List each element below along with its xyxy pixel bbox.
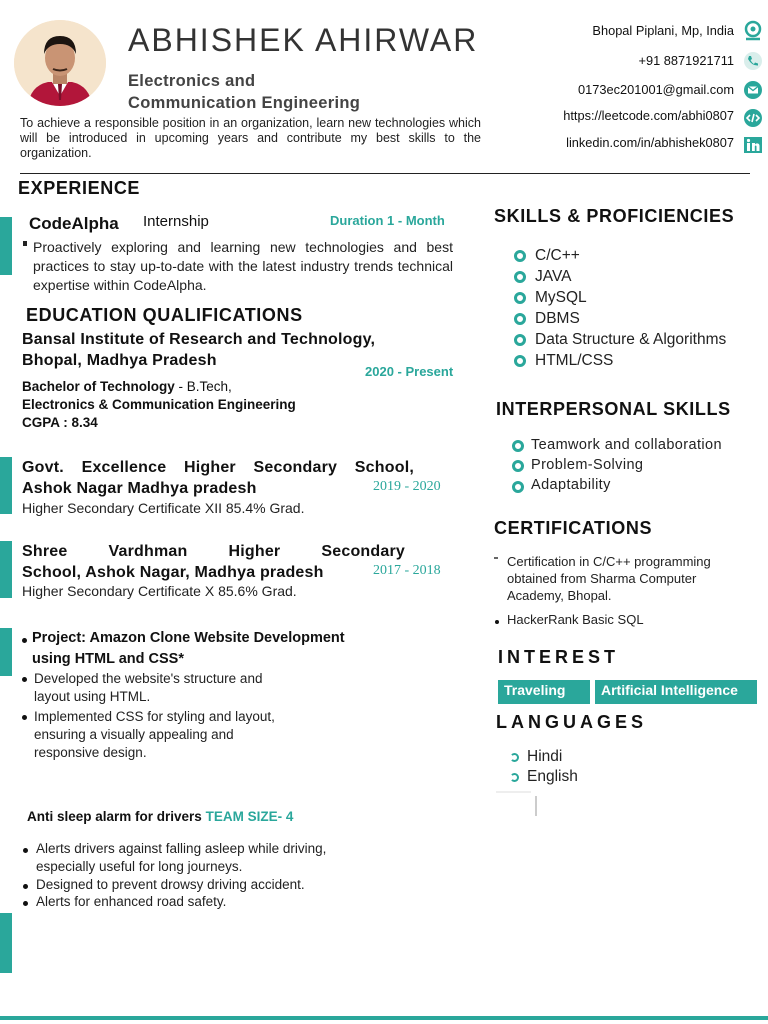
accent-bar (0, 541, 12, 598)
edu-detail: Higher Secondary Certificate XII 85.4% Grad. (22, 500, 305, 516)
project-point (36, 840, 326, 876)
experience-duration: Duration 1 - Month (330, 213, 445, 228)
interpersonal-item: Teamwork and collaboration (531, 437, 722, 453)
project-title (32, 628, 345, 670)
cert-line: obtained from Sharma Computer (507, 571, 697, 586)
candidate-name: ABHISHEK AHIRWAR (128, 22, 479, 58)
field-line-1: Electronics and (128, 72, 256, 90)
point-line: Implemented CSS for styling and layout, (34, 709, 275, 724)
career-objective: To achieve a responsible position in an organization, learn new technologies which will be introduced in upcoming years and contribute my best skills to the organization. (20, 116, 481, 160)
ring-bullet (514, 355, 526, 367)
edu-dates: 2020 - Present (365, 364, 454, 379)
experience-role: Internship (143, 213, 209, 230)
interpersonal-item: Adaptability (531, 477, 611, 493)
ring-bullet (512, 481, 524, 493)
education-title: EDUCATION QUALIFICATIONS (26, 305, 303, 325)
experience-title: EXPERIENCE (18, 178, 141, 198)
interpersonal-title: INTERPERSONAL SKILLS (496, 399, 731, 419)
bullet (23, 241, 27, 246)
degree-branch: Electronics & Communication Engineering (22, 397, 296, 412)
skill-item: HTML/CSS (535, 352, 614, 369)
contact-location: Bhopal Piplani, Mp, India (592, 23, 734, 38)
phone-icon (742, 50, 764, 70)
point-line: responsive design. (34, 745, 147, 760)
edu-institute-line: Govt. Excellence Higher Secondary School, (22, 459, 414, 476)
experience-description: Proactively exploring and learning new technologies and best practices to stay up-to-date with the latest industry trends technical expertise within CodeAlpha. (33, 239, 453, 293)
project-point (34, 708, 275, 762)
edu-detail: Higher Secondary Certificate X 85.6% Grad. (22, 583, 297, 599)
contact-email[interactable]: 0173ec201001@gmail.com (578, 82, 734, 97)
accent-bar (0, 457, 12, 514)
interest-tag: Traveling (498, 680, 590, 704)
ring-bullet (514, 292, 526, 304)
decor-line (535, 796, 537, 816)
contact-leetcode[interactable]: https://leetcode.com/abhi0807 (563, 108, 734, 123)
edu-dates: 2017 - 2018 (373, 563, 441, 578)
decor-line (496, 791, 531, 793)
edu-institute-line: Shree Vardhman Higher Secondary (22, 543, 405, 560)
footer-divider (0, 1016, 768, 1020)
accent-bar (0, 628, 12, 676)
ring-bullet (512, 440, 524, 452)
certifications-title: CERTIFICATIONS (494, 518, 653, 538)
experience-company: CodeAlpha (29, 214, 119, 233)
degree-short: - B.Tech, (174, 379, 232, 394)
certification-item (507, 553, 711, 604)
edu-institute-line: Ashok Nagar Madhya pradesh (22, 480, 257, 497)
interest-title: INTEREST (498, 647, 620, 667)
profile-photo (14, 20, 106, 106)
language-item: Hindi (527, 748, 563, 765)
candidate-field (128, 70, 360, 114)
bullet (22, 715, 27, 720)
skill-item: JAVA (535, 268, 572, 285)
edu-institute-line: School, Ashok Nagar, Madhya pradesh (22, 564, 324, 581)
skill-item: C/C++ (535, 247, 580, 264)
accent-bar (0, 913, 12, 973)
cert-line: Academy, Bhopal. (507, 588, 612, 603)
ring-bullet (514, 334, 526, 346)
language-item: English (527, 768, 578, 785)
interest-tag: Artificial Intelligence (595, 680, 757, 704)
half-ring-bullet (510, 753, 519, 762)
skill-item: Data Structure & Algorithms (535, 331, 727, 348)
point-line: ensuring a visually appealing and (34, 727, 234, 742)
interpersonal-item: Problem-Solving (531, 457, 644, 473)
header-divider (20, 173, 750, 174)
bullet (23, 901, 28, 906)
contact-linkedin[interactable]: linkedin.com/in/abhishek0807 (566, 135, 734, 150)
project-title-line: using HTML and CSS* (32, 651, 184, 667)
bullet (23, 848, 28, 853)
accent-bar (0, 217, 12, 275)
location-icon (742, 20, 764, 40)
edu-institute (22, 541, 405, 583)
edu-degree (22, 378, 296, 432)
skills-title: SKILLS & PROFICIENCIES (494, 206, 735, 226)
point-line: Alerts drivers against falling asleep while driving, (36, 841, 327, 856)
edu-institute (22, 457, 414, 499)
bullet (23, 884, 28, 889)
edu-institute-line: Bhopal, Madhya Pradesh (22, 352, 217, 369)
point-line: layout using HTML. (34, 689, 151, 704)
point-line: especially useful for long journeys. (36, 859, 243, 874)
email-icon (742, 79, 764, 99)
bullet (22, 677, 27, 682)
cert-line: Certification in C/C++ programming (507, 554, 711, 569)
bullet (495, 620, 499, 624)
code-icon (742, 107, 764, 127)
ring-bullet (514, 250, 526, 262)
project-title (27, 809, 293, 824)
project-title-line: Project: Amazon Clone Website Development (32, 630, 345, 646)
edu-institute (22, 329, 375, 371)
ring-bullet (514, 313, 526, 325)
bullet (22, 638, 27, 643)
ring-bullet (512, 460, 524, 472)
project-point: Designed to prevent drowsy driving accident. (36, 877, 305, 892)
bullet (494, 557, 498, 559)
field-line-2: Communication Engineering (128, 94, 361, 112)
project-point (34, 670, 262, 706)
edu-institute-line: Bansal Institute of Research and Technology, (22, 331, 376, 348)
point-line: Developed the website's structure and (34, 671, 263, 686)
degree-cgpa: CGPA : 8.34 (22, 415, 98, 430)
linkedin-icon (742, 134, 764, 154)
project-team-size: TEAM SIZE- 4 (205, 809, 294, 824)
edu-dates: 2019 - 2020 (373, 479, 441, 494)
project-point: Alerts for enhanced road safety. (36, 894, 227, 909)
ring-bullet (514, 271, 526, 283)
certification-item: HackerRank Basic SQL (507, 612, 644, 627)
project-name: Anti sleep alarm for drivers (27, 809, 202, 824)
languages-title: LANGUAGES (496, 712, 648, 732)
skill-item: MySQL (535, 289, 587, 306)
contact-phone[interactable]: +91 8871921711 (638, 53, 734, 68)
half-ring-bullet (510, 773, 519, 782)
degree-name: Bachelor of Technology (22, 379, 175, 394)
skill-item: DBMS (535, 310, 580, 327)
